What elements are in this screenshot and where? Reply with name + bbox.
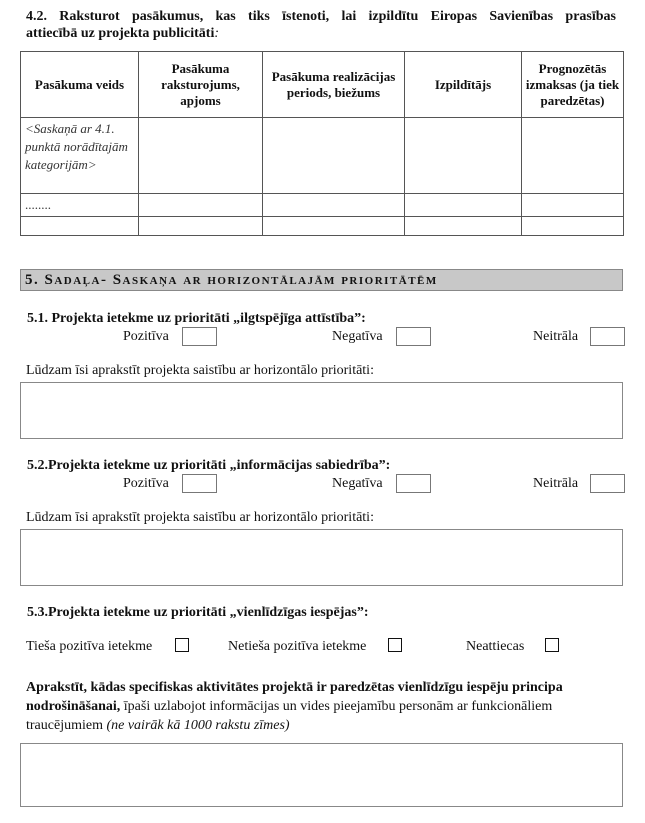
- table-cell[interactable]: [263, 217, 405, 236]
- table-cell[interactable]: [522, 118, 624, 194]
- q1-positive-box[interactable]: [182, 327, 217, 346]
- table-cell[interactable]: <Saskaņā ar 4.1. punktā norādītajām kategorijām>: [21, 118, 139, 194]
- table-cell[interactable]: ........: [21, 194, 139, 217]
- table-cell[interactable]: [139, 194, 263, 217]
- column-header: Pasākuma realizācijas periods, biežums: [263, 52, 405, 118]
- q2-negative-box[interactable]: [396, 474, 431, 493]
- q3-describe-normal: īpaši uzlabojot informācijas un vides pieejamību personām ar funkcionāliem traucējumiem: [26, 699, 553, 733]
- table-cell[interactable]: [139, 118, 263, 194]
- table-cell[interactable]: [263, 118, 405, 194]
- column-header: Pasākuma raksturojums, apjoms: [139, 52, 263, 118]
- q3-not-applicable-checkbox[interactable]: [545, 638, 559, 652]
- table-cell[interactable]: [405, 194, 522, 217]
- table-cell[interactable]: [139, 217, 263, 236]
- publicity-measures-table: [20, 51, 624, 236]
- q3-description-textarea[interactable]: [20, 743, 623, 807]
- question-5-1-title: 5.1. Projekta ietekme uz prioritāti „ilgtspējīga attīstība”:: [27, 311, 366, 326]
- q3-indirect-positive-checkbox[interactable]: [388, 638, 402, 652]
- table-cell[interactable]: [522, 217, 624, 236]
- option-label-direct-positive: Tieša pozitīva ietekme: [26, 639, 153, 654]
- section-4-2-heading-colon: :: [214, 26, 220, 41]
- q1-describe-label: Lūdzam īsi aprakstīt projekta saistību ar horizontālo prioritāti:: [26, 363, 374, 378]
- column-header: Izpildītājs: [405, 52, 522, 118]
- table-cell[interactable]: [522, 194, 624, 217]
- q1-neutral-box[interactable]: [590, 327, 625, 346]
- option-label-neutral: Neitrāla: [533, 329, 579, 344]
- table-row: [21, 194, 624, 217]
- section-4-2-heading-line2: attiecībā uz projekta publicitāti: [26, 26, 215, 41]
- q3-direct-positive-checkbox[interactable]: [175, 638, 189, 652]
- section-4-2-heading: [26, 8, 616, 42]
- table-cell[interactable]: [263, 194, 405, 217]
- column-header: Prognozētās izmaksas (ja tiek paredzētas): [522, 52, 624, 118]
- table-cell[interactable]: [405, 217, 522, 236]
- table-cell[interactable]: [405, 118, 522, 194]
- table-header-row: [21, 52, 624, 118]
- q3-describe-label: [26, 678, 616, 735]
- table-row: [21, 118, 624, 194]
- section-5-title-bar: 5. Sadaļa- Saskaņa ar horizontālajām prioritātēm: [20, 269, 623, 291]
- option-label-positive: Pozitīva: [123, 329, 169, 344]
- option-label-neutral: Neitrāla: [533, 476, 579, 491]
- question-5-3-title: 5.3.Projekta ietekme uz prioritāti „vienlīdzīgas iespējas”:: [27, 605, 369, 620]
- option-label-negative: Negatīva: [332, 476, 383, 491]
- column-header: Pasākuma veids: [21, 52, 139, 118]
- q2-describe-label: Lūdzam īsi aprakstīt projekta saistību ar horizontālo prioritāti:: [26, 510, 374, 525]
- q2-description-textarea[interactable]: [20, 529, 623, 586]
- option-label-positive: Pozitīva: [123, 476, 169, 491]
- q1-description-textarea[interactable]: [20, 382, 623, 439]
- q3-describe-italic: (ne vairāk kā 1000 rakstu zīmes): [106, 718, 290, 733]
- table-cell[interactable]: [21, 217, 139, 236]
- table-row: [21, 217, 624, 236]
- option-label-negative: Negatīva: [332, 329, 383, 344]
- option-label-not-applicable: Neattiecas: [466, 639, 525, 654]
- question-5-2-title: 5.2.Projekta ietekme uz prioritāti „informācijas sabiedrība”:: [27, 458, 391, 473]
- q1-negative-box[interactable]: [396, 327, 431, 346]
- q2-neutral-box[interactable]: [590, 474, 625, 493]
- q2-positive-box[interactable]: [182, 474, 217, 493]
- q3-describe-bold: Aprakstīt, kādas specifiskas aktivitātes projektā ir paredzētas vienlīdzīgu iespēju principa nodrošināšanai,: [26, 680, 563, 714]
- section-4-2-heading-line1: 4.2. Raksturot pasākumus, kas tiks īstenoti, lai izpildītu Eiropas Savienības prasības: [26, 9, 616, 24]
- option-label-indirect-positive: Netieša pozitīva ietekme: [228, 639, 367, 654]
